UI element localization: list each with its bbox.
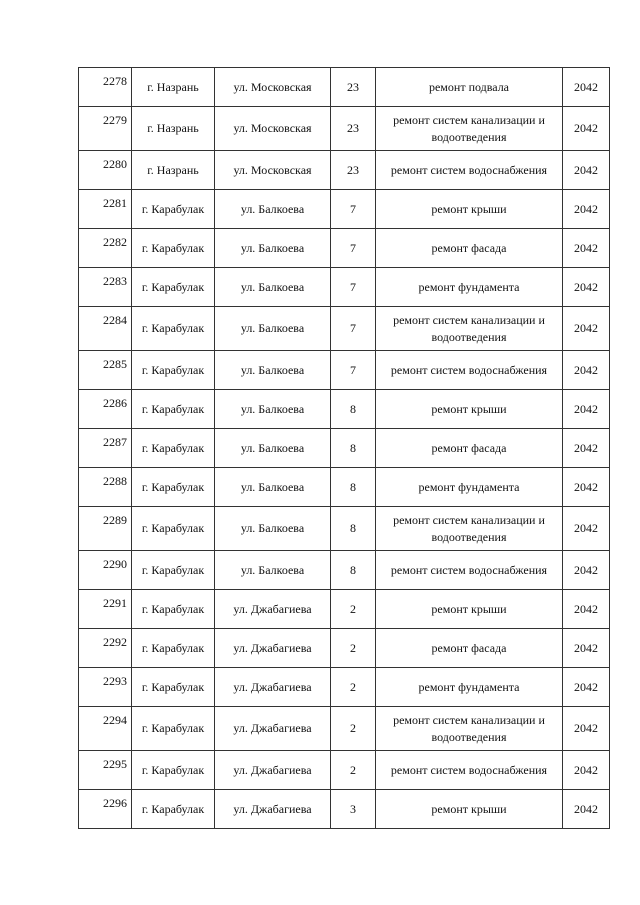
table-row — [79, 468, 610, 507]
table-row — [79, 790, 610, 829]
city-cell: г. Карабулак — [132, 190, 215, 229]
year-cell: 2042 — [563, 351, 610, 390]
row-number: 2290 — [79, 551, 132, 590]
city-cell: г. Назрань — [132, 68, 215, 107]
city-cell: г. Карабулак — [132, 668, 215, 707]
row-number: 2280 — [79, 151, 132, 190]
work-type-cell: ремонт систем водоснабжения — [376, 351, 563, 390]
house-number-cell: 2 — [331, 751, 376, 790]
year-cell: 2042 — [563, 751, 610, 790]
year-cell: 2042 — [563, 429, 610, 468]
year-cell: 2042 — [563, 307, 610, 351]
table-row — [79, 707, 610, 751]
table-row — [79, 190, 610, 229]
row-number: 2296 — [79, 790, 132, 829]
house-number-cell: 23 — [331, 151, 376, 190]
year-cell: 2042 — [563, 468, 610, 507]
row-number: 2292 — [79, 629, 132, 668]
year-cell: 2042 — [563, 107, 610, 151]
table-row — [79, 551, 610, 590]
city-cell: г. Карабулак — [132, 351, 215, 390]
city-cell: г. Карабулак — [132, 707, 215, 751]
year-cell: 2042 — [563, 68, 610, 107]
street-cell: ул. Балкоева — [215, 351, 331, 390]
year-cell: 2042 — [563, 229, 610, 268]
table-row — [79, 307, 610, 351]
work-type-cell: ремонт систем канализации и водоотведения — [376, 107, 563, 151]
table-row — [79, 68, 610, 107]
house-number-cell: 2 — [331, 668, 376, 707]
row-number: 2287 — [79, 429, 132, 468]
row-number: 2279 — [79, 107, 132, 151]
row-number: 2282 — [79, 229, 132, 268]
work-type-cell: ремонт фасада — [376, 429, 563, 468]
city-cell: г. Карабулак — [132, 429, 215, 468]
year-cell: 2042 — [563, 507, 610, 551]
row-number: 2294 — [79, 707, 132, 751]
street-cell: ул. Балкоева — [215, 307, 331, 351]
city-cell: г. Назрань — [132, 151, 215, 190]
year-cell: 2042 — [563, 590, 610, 629]
city-cell: г. Карабулак — [132, 307, 215, 351]
work-type-cell: ремонт крыши — [376, 390, 563, 429]
row-number: 2284 — [79, 307, 132, 351]
house-number-cell: 2 — [331, 590, 376, 629]
city-cell: г. Карабулак — [132, 751, 215, 790]
work-type-cell: ремонт крыши — [376, 190, 563, 229]
work-type-cell: ремонт крыши — [376, 790, 563, 829]
row-number: 2293 — [79, 668, 132, 707]
row-number: 2295 — [79, 751, 132, 790]
work-type-cell: ремонт систем канализации и водоотведения — [376, 707, 563, 751]
house-number-cell: 8 — [331, 390, 376, 429]
street-cell: ул. Джабагиева — [215, 668, 331, 707]
work-type-cell: ремонт систем канализации и водоотведения — [376, 507, 563, 551]
row-number: 2283 — [79, 268, 132, 307]
house-number-cell: 23 — [331, 68, 376, 107]
street-cell: ул. Балкоева — [215, 429, 331, 468]
year-cell: 2042 — [563, 190, 610, 229]
table-body — [79, 68, 610, 829]
street-cell: ул. Балкоева — [215, 390, 331, 429]
city-cell: г. Карабулак — [132, 629, 215, 668]
table-row — [79, 429, 610, 468]
table-row — [79, 751, 610, 790]
street-cell: ул. Джабагиева — [215, 790, 331, 829]
street-cell: ул. Балкоева — [215, 551, 331, 590]
work-type-cell: ремонт систем водоснабжения — [376, 151, 563, 190]
street-cell: ул. Джабагиева — [215, 590, 331, 629]
city-cell: г. Карабулак — [132, 229, 215, 268]
row-number: 2291 — [79, 590, 132, 629]
house-number-cell: 2 — [331, 629, 376, 668]
street-cell: ул. Московская — [215, 107, 331, 151]
work-type-cell: ремонт фасада — [376, 229, 563, 268]
row-number: 2281 — [79, 190, 132, 229]
row-number: 2286 — [79, 390, 132, 429]
house-number-cell: 8 — [331, 507, 376, 551]
row-number: 2285 — [79, 351, 132, 390]
house-number-cell: 7 — [331, 190, 376, 229]
table-row — [79, 151, 610, 190]
street-cell: ул. Балкоева — [215, 468, 331, 507]
city-cell: г. Карабулак — [132, 507, 215, 551]
street-cell: ул. Балкоева — [215, 190, 331, 229]
year-cell: 2042 — [563, 268, 610, 307]
house-number-cell: 2 — [331, 707, 376, 751]
work-type-cell: ремонт фундамента — [376, 268, 563, 307]
house-number-cell: 23 — [331, 107, 376, 151]
house-number-cell: 7 — [331, 351, 376, 390]
street-cell: ул. Московская — [215, 151, 331, 190]
house-number-cell: 7 — [331, 268, 376, 307]
row-number: 2278 — [79, 68, 132, 107]
year-cell: 2042 — [563, 707, 610, 751]
street-cell: ул. Балкоева — [215, 268, 331, 307]
year-cell: 2042 — [563, 390, 610, 429]
city-cell: г. Карабулак — [132, 551, 215, 590]
table-row — [79, 229, 610, 268]
row-number: 2289 — [79, 507, 132, 551]
year-cell: 2042 — [563, 668, 610, 707]
city-cell: г. Карабулак — [132, 790, 215, 829]
street-cell: ул. Джабагиева — [215, 751, 331, 790]
work-type-cell: ремонт систем канализации и водоотведения — [376, 307, 563, 351]
year-cell: 2042 — [563, 629, 610, 668]
street-cell: ул. Джабагиева — [215, 707, 331, 751]
table-row — [79, 507, 610, 551]
street-cell: ул. Московская — [215, 68, 331, 107]
work-type-cell: ремонт фасада — [376, 629, 563, 668]
work-type-cell: ремонт систем водоснабжения — [376, 751, 563, 790]
work-type-cell: ремонт фундамента — [376, 668, 563, 707]
work-type-cell: ремонт фундамента — [376, 468, 563, 507]
city-cell: г. Карабулак — [132, 390, 215, 429]
street-cell: ул. Балкоева — [215, 229, 331, 268]
table-row — [79, 268, 610, 307]
street-cell: ул. Балкоева — [215, 507, 331, 551]
table-row — [79, 668, 610, 707]
work-type-cell: ремонт подвала — [376, 68, 563, 107]
city-cell: г. Карабулак — [132, 468, 215, 507]
table-row — [79, 590, 610, 629]
year-cell: 2042 — [563, 551, 610, 590]
house-number-cell: 8 — [331, 551, 376, 590]
house-number-cell: 7 — [331, 307, 376, 351]
house-number-cell: 8 — [331, 468, 376, 507]
house-number-cell: 8 — [331, 429, 376, 468]
table-row — [79, 107, 610, 151]
work-type-cell: ремонт систем водоснабжения — [376, 551, 563, 590]
repair-schedule-table — [78, 67, 610, 829]
year-cell: 2042 — [563, 790, 610, 829]
table-row — [79, 629, 610, 668]
table-row — [79, 390, 610, 429]
street-cell: ул. Джабагиева — [215, 629, 331, 668]
house-number-cell: 3 — [331, 790, 376, 829]
city-cell: г. Карабулак — [132, 268, 215, 307]
house-number-cell: 7 — [331, 229, 376, 268]
work-type-cell: ремонт крыши — [376, 590, 563, 629]
table-row — [79, 351, 610, 390]
row-number: 2288 — [79, 468, 132, 507]
city-cell: г. Назрань — [132, 107, 215, 151]
year-cell: 2042 — [563, 151, 610, 190]
city-cell: г. Карабулак — [132, 590, 215, 629]
